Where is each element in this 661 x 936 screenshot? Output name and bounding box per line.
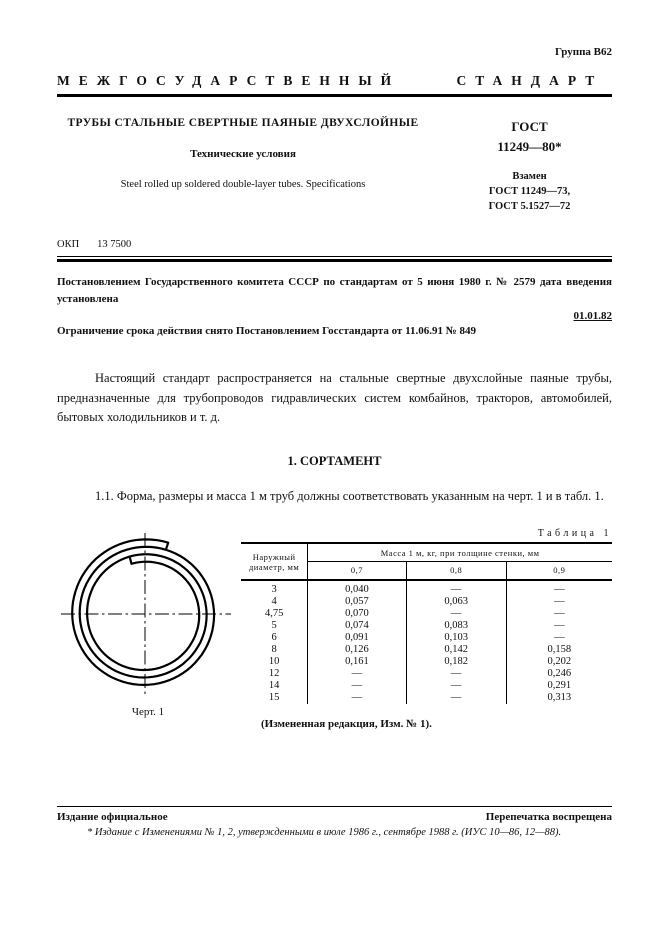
section-1-heading: 1. СОРТАМЕНТ — [287, 454, 382, 468]
okp-rule-thin — [57, 256, 612, 257]
gost-code — [447, 117, 612, 156]
amendment-note: (Измененная редакция, Изм. № 1). — [261, 717, 432, 730]
table-1-body — [241, 580, 612, 704]
table-row — [241, 608, 612, 620]
table-cell: 0,040 — [308, 580, 406, 596]
table-cell: 0,091 — [308, 632, 406, 644]
tube-spiral-outline — [72, 539, 214, 685]
table-cell: — — [406, 580, 506, 596]
table-cell: 0,103 — [406, 632, 506, 644]
scope-paragraph: Настоящий стандарт распространяется на стальные свертные двухслойные паяные трубы, предназначенные для трубопроводов гидравлических систем комбайнов, тракторов, автомобилей, бытовых холодильников и т. д. — [57, 370, 612, 425]
table-cell: 8 — [271, 643, 277, 655]
table-cell: 0,083 — [406, 620, 506, 632]
table-row — [241, 668, 612, 680]
table-cell: — — [406, 608, 506, 620]
table-cell: 12 — [268, 667, 280, 679]
column-header-wall-0-9: 0,9 — [506, 562, 612, 581]
title-left-column — [57, 117, 447, 215]
page-footer — [57, 806, 612, 838]
decree-text: Постановлением Государственного комитета СССР по стандартам от 5 июня 1980 г. № 2579 дата введения установлена — [57, 275, 612, 305]
column-header-diameter: Наружный диаметр, мм — [241, 543, 308, 580]
table-row — [241, 632, 612, 644]
table-cell: — — [406, 680, 506, 692]
okp-rule-thick — [57, 259, 612, 262]
table-cell: 5 — [271, 619, 277, 631]
table-1 — [241, 542, 612, 704]
table-cell: 0,057 — [308, 596, 406, 608]
table-row — [241, 680, 612, 692]
replaced-standard: ГОСТ 11249—73, — [488, 186, 571, 198]
document-title: ТРУБЫ СТАЛЬНЫЕ СВЕРТНЫЕ ПАЯНЫЕ ДВУХСЛОЙНЫЕ — [67, 117, 419, 129]
table-1-header — [241, 543, 612, 580]
table-1-label: Таблица 1 — [537, 528, 612, 539]
footer-rule — [57, 806, 612, 807]
table-cell: — — [308, 680, 406, 692]
table-cell: 0,291 — [506, 680, 612, 692]
clause-1-1: 1.1. Форма, размеры и масса 1 м труб должны соответствовать указанным на черт. 1 и в табл. 1. — [95, 489, 604, 503]
replaced-standard: ГОСТ 5.1527—72 — [488, 201, 571, 213]
table-1-block — [239, 528, 612, 730]
replaces-label: Взамен — [512, 171, 547, 182]
column-header-wall-0-8: 0,8 — [406, 562, 506, 581]
title-right-column — [447, 117, 612, 215]
table-cell: 0,161 — [308, 656, 406, 668]
table-cell: — — [308, 668, 406, 680]
document-subtitle: Технические условия — [190, 148, 296, 160]
table-cell: — — [406, 668, 506, 680]
table-cell: 14 — [268, 679, 280, 691]
introduction-date: 01.01.82 — [573, 309, 612, 322]
gost-code-number: 11249—80* — [497, 138, 562, 154]
table-cell: — — [506, 596, 612, 608]
column-header-mass-span: Масса 1 м, кг, при толщине стенки, мм — [308, 543, 612, 562]
figure-caption: Черт. 1 — [131, 706, 165, 718]
table-row — [241, 656, 612, 668]
tube-cross-section-drawing — [57, 532, 235, 698]
table-row — [241, 620, 612, 632]
limitation-text: Ограничение срока действия снято Постановлением Госстандарта от 11.06.91 № 849 — [57, 324, 477, 337]
okp-label: ОКП — [57, 238, 80, 250]
table-row — [241, 596, 612, 608]
table-cell: — — [506, 580, 612, 596]
table-cell: 4,75 — [264, 607, 284, 619]
table-cell: 0,158 — [506, 644, 612, 656]
edition-note: * Издание с Изменениями № 1, 2, утвержденными в июле 1986 г., сентябре 1988 г. (ИУС 10—86, 12—88). — [87, 827, 562, 838]
table-cell: 6 — [271, 631, 277, 643]
table-cell: 0,063 — [406, 596, 506, 608]
table-cell: — — [506, 632, 612, 644]
column-header-wall-0-7: 0,7 — [308, 562, 406, 581]
group-label: Группа В62 — [554, 46, 612, 58]
table-cell: 0,070 — [308, 608, 406, 620]
standard-type-heading: МЕЖГОСУДАРСТВЕННЫЙ СТАНДАРТ — [57, 73, 604, 88]
footer-labels — [57, 811, 612, 823]
okp-number: 13 7500 — [97, 238, 132, 250]
table-cell: 0,142 — [406, 644, 506, 656]
title-block — [57, 97, 612, 225]
table-cell: — — [506, 620, 612, 632]
table-row — [241, 580, 612, 596]
table-cell: 0,246 — [506, 668, 612, 680]
figure-and-table-row — [57, 528, 612, 730]
official-edition-label: Издание официальное — [57, 811, 168, 823]
okp-line — [57, 239, 612, 250]
table-cell: 10 — [268, 655, 280, 667]
reprint-prohibited-label: Перепечатка воспрещена — [485, 811, 612, 823]
table-cell: 3 — [271, 584, 277, 595]
table-cell: 0,182 — [406, 656, 506, 668]
table-cell: 0,126 — [308, 644, 406, 656]
gost-code-label: ГОСТ — [511, 119, 548, 134]
replaces-block — [447, 169, 612, 215]
document-title-english: Steel rolled up soldered double-layer tubes. Specifications — [120, 179, 366, 190]
table-cell: 0,074 — [308, 620, 406, 632]
table-cell: — — [506, 608, 612, 620]
table-cell: — — [406, 692, 506, 704]
table-cell: 4 — [271, 595, 277, 607]
table-cell: 0,313 — [506, 692, 612, 704]
table-row — [241, 692, 612, 704]
table-cell: 0,202 — [506, 656, 612, 668]
figure-1 — [57, 528, 239, 730]
table-cell: 15 — [268, 691, 280, 703]
table-cell: — — [308, 692, 406, 704]
table-row — [241, 644, 612, 656]
